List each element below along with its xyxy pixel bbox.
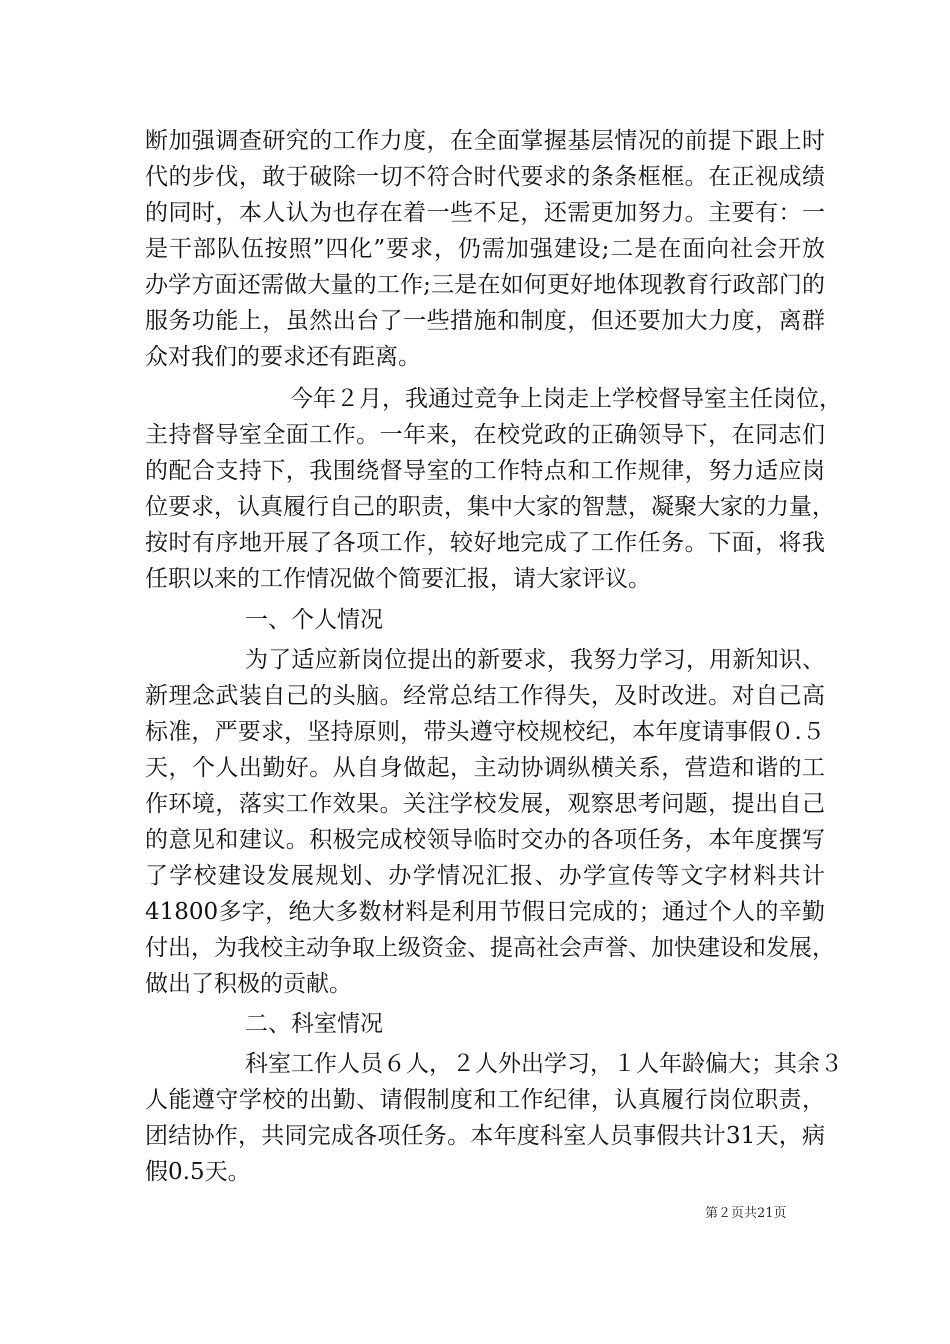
paragraph-line: 断加强调查研究的工作力度，在全面掌握基层情况的前提下跟上时 — [145, 128, 825, 154]
section-heading: 一、个人情况 — [245, 607, 383, 633]
paragraph-line: 假0.5天。 — [145, 1159, 251, 1185]
paragraph-line: 人能遵守学校的出勤、请假制度和工作纪律，认真履行岗位职责， — [145, 1087, 825, 1113]
section-heading: 二、科室情况 — [245, 1011, 383, 1037]
paragraph-line: 为了适应新岗位提出的新要求，我努力学习，用新知识、 — [245, 647, 825, 673]
paragraph-line: 是干部队伍按照”四化”要求，仍需加强建设;二是在面向社会开放 — [145, 236, 825, 262]
paragraph-line: 天，个人出勤好。从自身做起，主动协调纵横关系，营造和谐的工 — [145, 755, 825, 781]
paragraph-line: 主持督导室全面工作。一年来，在校党政的正确领导下，在同志们 — [145, 422, 825, 448]
paragraph-line: 作环境，落实工作效果。关注学校发展，观察思考问题，提出自己 — [145, 791, 825, 817]
paragraph-line: 新理念武装自己的头脑。经常总结工作得失，及时改进。对自己高 — [145, 683, 825, 709]
page-number-footer: 第２页共21页 — [705, 1206, 787, 1221]
paragraph-line: 代的步伐，敢于破除一切不符合时代要求的条条框框。在正视成绩 — [145, 164, 825, 190]
paragraph-line: 的配合支持下，我围绕督导室的工作特点和工作规律，努力适应岗 — [145, 458, 825, 484]
paragraph-line: 做出了积极的贡献。 — [145, 971, 352, 997]
paragraph-line: 任职以来的工作情况做个简要汇报，请大家评议。 — [145, 566, 651, 592]
paragraph-line: 了学校建设发展规划、办学情况汇报、办学宣传等文字材料共计 — [145, 863, 825, 889]
paragraph-line: 办学方面还需做大量的工作;三是在如何更好地体现教育行政部门的 — [145, 272, 825, 298]
paragraph-line: 位要求，认真履行自己的职责，集中大家的智慧，凝聚大家的力量， — [145, 494, 835, 520]
paragraph-line: 的同时，本人认为也存在着一些不足，还需更加努力。主要有：一 — [145, 200, 825, 226]
paragraph-line: 众对我们的要求还有距离。 — [145, 344, 421, 370]
paragraph-line: 的意见和建议。积极完成校领导临时交办的各项任务，本年度撰写 — [145, 827, 825, 853]
paragraph-line: 服务功能上，虽然出台了一些措施和制度，但还要加大力度，离群 — [145, 308, 825, 334]
paragraph-line: 标准，严要求，坚持原则，带头遵守校规校纪，本年度请事假０.５ — [145, 719, 825, 745]
paragraph-line: 科室工作人员６人，２人外出学习，１人年龄偏大；其余３ — [245, 1051, 843, 1077]
paragraph-line: 今年２月，我通过竞争上岗走上学校督导室主任岗位， — [290, 386, 842, 412]
paragraph-line: 团结协作，共同完成各项任务。本年度科室人员事假共计31天，病 — [145, 1123, 825, 1149]
paragraph-line: 按时有序地开展了各项工作，较好地完成了工作任务。下面，将我 — [145, 530, 825, 556]
paragraph-line: 41800多字，绝大多数材料是利用节假日完成的；通过个人的辛勤 — [145, 899, 825, 925]
paragraph-line: 付出，为我校主动争取上级资金、提高社会声誉、加快建设和发展， — [145, 935, 835, 961]
